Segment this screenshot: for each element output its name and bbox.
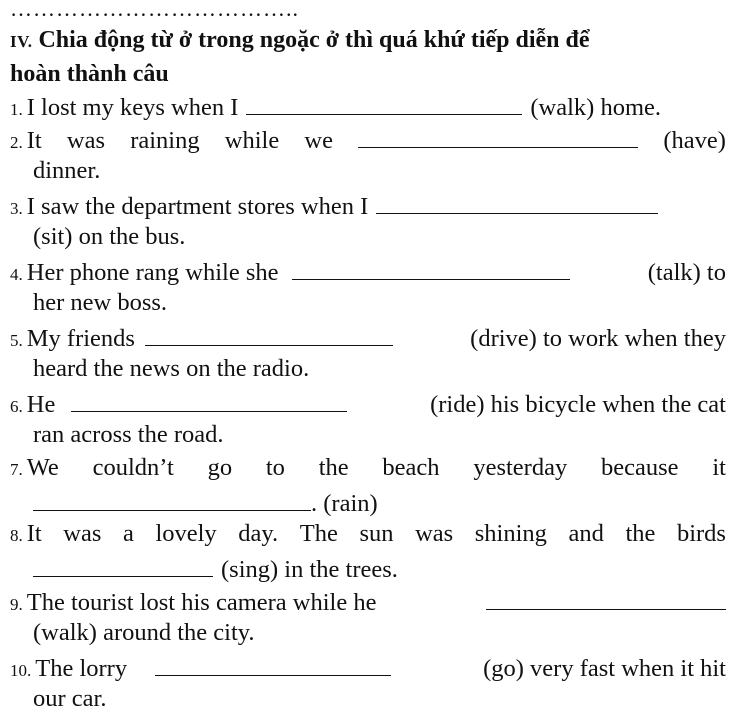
question-10-continued: our car. (33, 685, 107, 712)
word: we (304, 127, 333, 154)
question-number: 9. (10, 595, 23, 614)
question-number: 3. (10, 199, 23, 218)
question-text: My friends (26, 325, 135, 352)
question-text: He (26, 391, 56, 418)
question-number: 1. (10, 100, 23, 119)
heading-line-1: Chia động từ ở trong ngoặc ở thì quá khứ tiếp diễn để (32, 27, 590, 53)
question-2-continued: dinner. (33, 157, 101, 184)
verb-hint: (sing) in the trees. (221, 556, 398, 583)
answer-blank-10[interactable] (155, 649, 391, 676)
question-number: 5. (10, 331, 23, 350)
verb-hint: (have) (663, 127, 726, 154)
word: was (63, 520, 102, 547)
question-8-continued (33, 550, 398, 586)
word: because (600, 454, 679, 481)
word: and (568, 520, 604, 547)
answer-blank-3[interactable] (376, 187, 658, 214)
question-3-continued: (sit) on the bus. (33, 223, 186, 250)
word: a (122, 520, 134, 547)
verb-hint: (talk) to (647, 259, 726, 286)
question-7 (10, 451, 726, 486)
answer-blank-4[interactable] (292, 253, 570, 280)
word: day. (238, 520, 279, 547)
word: raining (130, 127, 200, 154)
question-number: 7. (10, 460, 23, 479)
exercise-heading (10, 24, 726, 91)
question-number: 10. (10, 661, 32, 680)
answer-blank-1[interactable] (246, 88, 522, 115)
word: The (299, 520, 338, 547)
question-text: Her phone rang while she (26, 259, 279, 286)
word: go (207, 454, 233, 481)
verb-hint: . (rain) (311, 490, 378, 517)
question-number: 2. (10, 133, 23, 152)
answer-blank-8[interactable] (33, 550, 213, 577)
question-9-continued: (walk) around the city. (33, 619, 255, 646)
word: was (415, 520, 454, 547)
verb-hint: (drive) to work when they (470, 325, 726, 352)
question-number: 4. (10, 265, 23, 284)
question-4-continued: her new boss. (33, 289, 168, 316)
question-text: The lorry (35, 655, 128, 682)
word: We (26, 454, 59, 481)
word: beach (382, 454, 440, 481)
question-7-continued (33, 484, 378, 520)
question-number: 8. (10, 526, 23, 545)
verb-hint: (go) very fast when it hit (483, 655, 726, 682)
word: to (265, 454, 285, 481)
question-number: 6. (10, 397, 23, 416)
answer-blank-6[interactable] (71, 385, 347, 412)
word: it (712, 454, 726, 481)
word: It (26, 127, 42, 154)
word: lovely (155, 520, 217, 547)
word: It (26, 520, 42, 547)
question-10 (10, 649, 726, 687)
answer-blank-2[interactable] (358, 121, 638, 148)
heading-line-2: hoàn thành câu (10, 61, 169, 87)
verb-hint: (walk) home. (530, 94, 661, 121)
word: sun (359, 520, 394, 547)
section-number: IV. (10, 32, 33, 51)
question-8 (10, 517, 726, 552)
word: shining (474, 520, 547, 547)
question-6-continued: ran across the road. (33, 421, 224, 448)
question-text: I saw the department stores when I (26, 193, 369, 220)
answer-blank-7[interactable] (33, 484, 311, 511)
word: while (224, 127, 280, 154)
word: was (66, 127, 106, 154)
verb-hint: (ride) his bicycle when the cat (430, 391, 726, 418)
word: birds (676, 520, 726, 547)
question-text: I lost my keys when I (26, 94, 239, 121)
answer-blank-9[interactable] (486, 583, 726, 610)
question-text: The tourist lost his camera while he (26, 589, 377, 616)
question-5-continued: heard the news on the radio. (33, 355, 310, 382)
answer-blank-5[interactable] (145, 319, 393, 346)
word: the (625, 520, 656, 547)
word: couldn’t (92, 454, 174, 481)
question-2 (10, 121, 726, 159)
word: yesterday (473, 454, 568, 481)
word: the (318, 454, 349, 481)
top-dotted-line: ……………………………….. (10, 0, 299, 21)
